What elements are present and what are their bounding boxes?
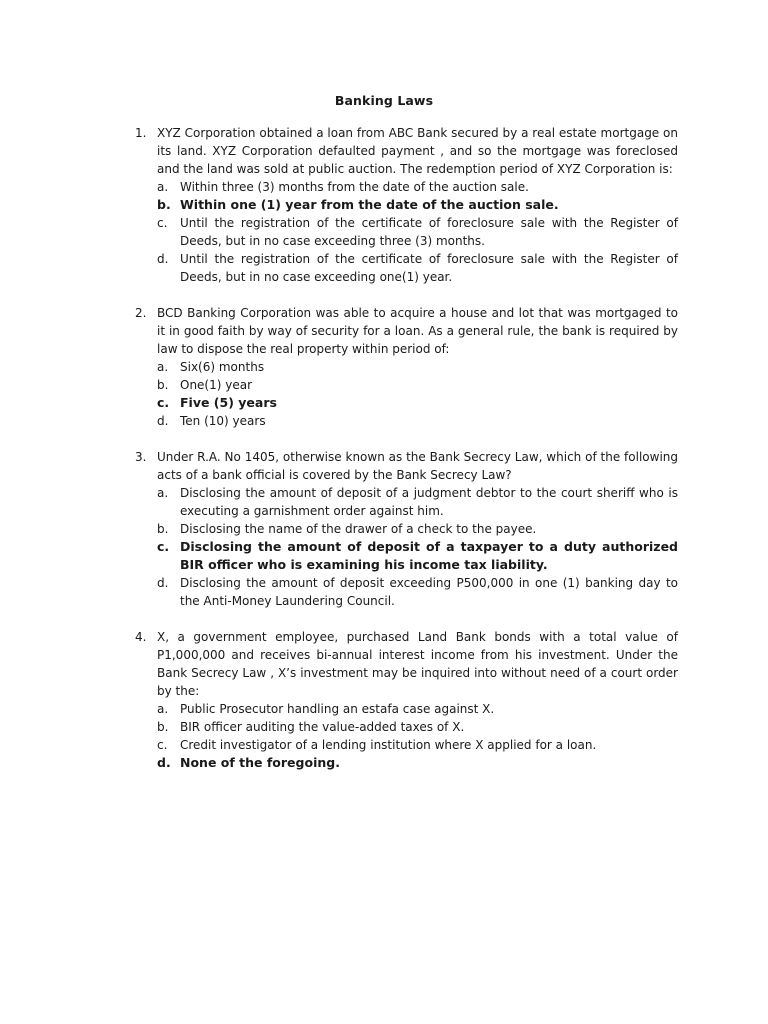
choice-text: Public Prosecutor handling an estafa case against X. <box>180 702 495 716</box>
choice-letter: b. <box>157 378 169 392</box>
choice-a <box>157 358 678 376</box>
choice-d <box>157 250 678 286</box>
choice-letter: b. <box>157 197 171 212</box>
choice-letter: a. <box>157 702 169 716</box>
choice-a <box>157 700 678 718</box>
choice-text: Disclosing the amount of deposit of a judgment debtor to the court sheriff who is executing a garnishment order against him. <box>180 486 678 518</box>
choice-text: Credit investigator of a lending institution where X applied for a loan. <box>180 738 597 752</box>
choice-letter: c. <box>157 216 168 230</box>
choice-b <box>157 718 678 736</box>
choice-list <box>157 700 678 772</box>
choice-letter: c. <box>157 738 168 752</box>
choice-c <box>157 736 678 754</box>
choice-letter: a. <box>157 180 169 194</box>
question-4 <box>135 628 678 772</box>
choice-d <box>157 412 678 430</box>
choice-letter: b. <box>157 522 169 536</box>
choice-text: One(1) year <box>180 378 253 392</box>
question-text: BCD Banking Corporation was able to acquire a house and lot that was mortgaged to it in good faith by way of security for a loan. As a general rule, the bank is required by law to dispose the real property within period of: <box>157 306 678 356</box>
choice-letter: d. <box>157 576 169 590</box>
choice-text: Ten (10) years <box>180 414 266 428</box>
question-1 <box>135 124 678 286</box>
choice-text: Disclosing the amount of deposit of a taxpayer to a duty authorized BIR officer who is examining his income tax liability. <box>180 539 678 572</box>
choice-text: Within one (1) year from the date of the auction sale. <box>180 197 559 212</box>
choice-text: Within three (3) months from the date of the auction sale. <box>180 180 529 194</box>
choice-c <box>157 214 678 250</box>
question-number: 4. <box>135 630 147 644</box>
choice-b-answer <box>157 196 678 214</box>
choice-text: Disclosing the amount of deposit exceeding P500,000 in one (1) banking day to the Anti-Money Laundering Council. <box>180 576 678 608</box>
choice-d-answer <box>157 754 678 772</box>
question-number: 3. <box>135 450 147 464</box>
choice-letter: d. <box>157 755 171 770</box>
document-title: Banking Laws <box>334 93 434 108</box>
choice-c-answer <box>157 538 678 574</box>
choice-text: Until the registration of the certificate of foreclosure sale with the Register of Deeds, but in no case exceeding one(1) year. <box>180 252 678 284</box>
choice-letter: b. <box>157 720 169 734</box>
choice-text: Five (5) years <box>180 395 277 410</box>
choice-b <box>157 520 678 538</box>
choice-list <box>157 358 678 430</box>
choice-a <box>157 178 678 196</box>
question-list <box>135 124 678 790</box>
choice-text: Six(6) months <box>180 360 265 374</box>
choice-letter: d. <box>157 414 169 428</box>
choice-b <box>157 376 678 394</box>
choice-text: Disclosing the name of the drawer of a check to the payee. <box>180 522 537 536</box>
choice-text: BIR officer auditing the value-added taxes of X. <box>180 720 465 734</box>
question-text: Under R.A. No 1405, otherwise known as the Bank Secrecy Law, which of the following acts of a bank official is covered by the Bank Secrecy Law? <box>157 450 678 482</box>
question-3 <box>135 448 678 610</box>
choice-letter: a. <box>157 486 169 500</box>
choice-d <box>157 574 678 610</box>
question-number: 1. <box>135 126 147 140</box>
question-2 <box>135 304 678 430</box>
choice-list <box>157 178 678 286</box>
choice-letter: d. <box>157 252 169 266</box>
choice-c-answer <box>157 394 678 412</box>
question-text: X, a government employee, purchased Land Bank bonds with a total value of P1,000,000 and receives bi-annual interest income from his investment. Under the Bank Secrecy Law , X’s investment may be inquired into without need of a court order by the: <box>157 630 678 698</box>
choice-a <box>157 484 678 520</box>
choice-letter: c. <box>157 395 170 410</box>
choice-text: None of the foregoing. <box>180 755 340 770</box>
choice-letter: a. <box>157 360 169 374</box>
choice-text: Until the registration of the certificate of foreclosure sale with the Register of Deeds, but in no case exceeding three (3) months. <box>180 216 678 248</box>
choice-letter: c. <box>157 539 170 554</box>
choice-list <box>157 484 678 610</box>
question-number: 2. <box>135 306 147 320</box>
question-text: XYZ Corporation obtained a loan from ABC Bank secured by a real estate mortgage on its land. XYZ Corporation defaulted payment , and so the mortgage was foreclosed and the land was sold at public auction. The redemption period of XYZ Corporation is: <box>157 126 678 176</box>
